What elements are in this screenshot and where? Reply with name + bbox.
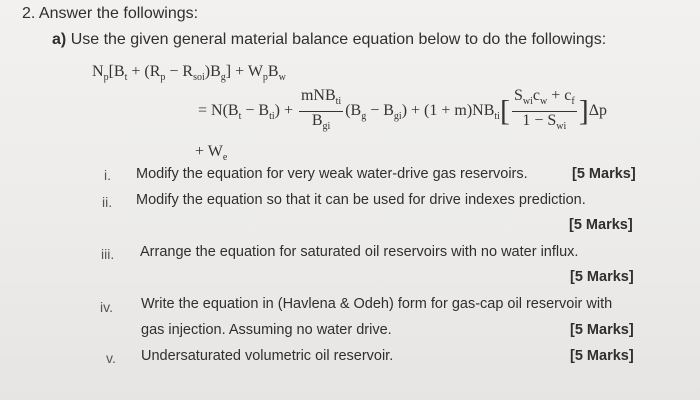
- fraction-compressibility: $\frac{S_{wi}c_w + c_f}{1 - S_{wi}}$: [513, 87, 575, 132]
- item-iv-marker: iv.: [100, 299, 113, 315]
- left-bracket: [: [499, 94, 510, 128]
- equation-line-1: $N_p[B_t + (R_p - R_{soi})B_g] + W_pB_w$: [92, 63, 286, 83]
- part-a-instruction: [52, 31, 606, 49]
- part-a-text: Use the given general material balance equation below to do the followings:: [70, 31, 607, 48]
- item-iii-marks: [5 Marks]: [570, 269, 634, 285]
- item-i-marks: [5 Marks]: [572, 166, 636, 182]
- question-heading: 2. Answer the followings:: [22, 5, 199, 22]
- equation-line-3: + $W_e$: [195, 143, 228, 163]
- item-ii-marks: [5 Marks]: [569, 217, 633, 233]
- item-ii-marker: ii.: [102, 194, 113, 210]
- part-a-label: a): [52, 31, 67, 48]
- fraction-mnbti-over-bgi: $\frac{mNB_{ti}}{B_{gi}}$: [300, 87, 342, 132]
- item-v-marker: v.: [106, 350, 116, 366]
- item-ii-text: Modify the equation so that it can be used for drive indexes prediction.: [136, 192, 586, 208]
- right-bracket: ]: [578, 94, 589, 128]
- item-iii-text: Arrange the equation for saturated oil reservoirs with no water influx.: [140, 244, 579, 260]
- item-v-text: Undersaturated volumetric oil reservoir.: [141, 348, 394, 364]
- equation-line-2: = $N(B_t - B_{ti})$ + $\frac{mNB_{ti}}{B_{gi}}$ $(B_g - B_{gi}) + (1 + m)NB_{ti}$[ $\frac{S_{wi}c_w + c_f}{1 - S_{wi}}$ ]Δp: [198, 87, 607, 136]
- item-iv-marks: [5 Marks]: [570, 322, 634, 338]
- item-v-marks: [5 Marks]: [570, 348, 634, 364]
- item-i-text: Modify the equation for very weak water-drive gas reservoirs.: [136, 166, 528, 182]
- item-i-marker: i.: [104, 167, 111, 183]
- item-iv-text-line1: Write the equation in (Havlena & Odeh) form for gas-cap oil reservoir with: [141, 296, 613, 312]
- item-iii-marker: iii.: [101, 246, 115, 262]
- item-iv-text-line2: gas injection. Assuming no water drive.: [141, 322, 392, 338]
